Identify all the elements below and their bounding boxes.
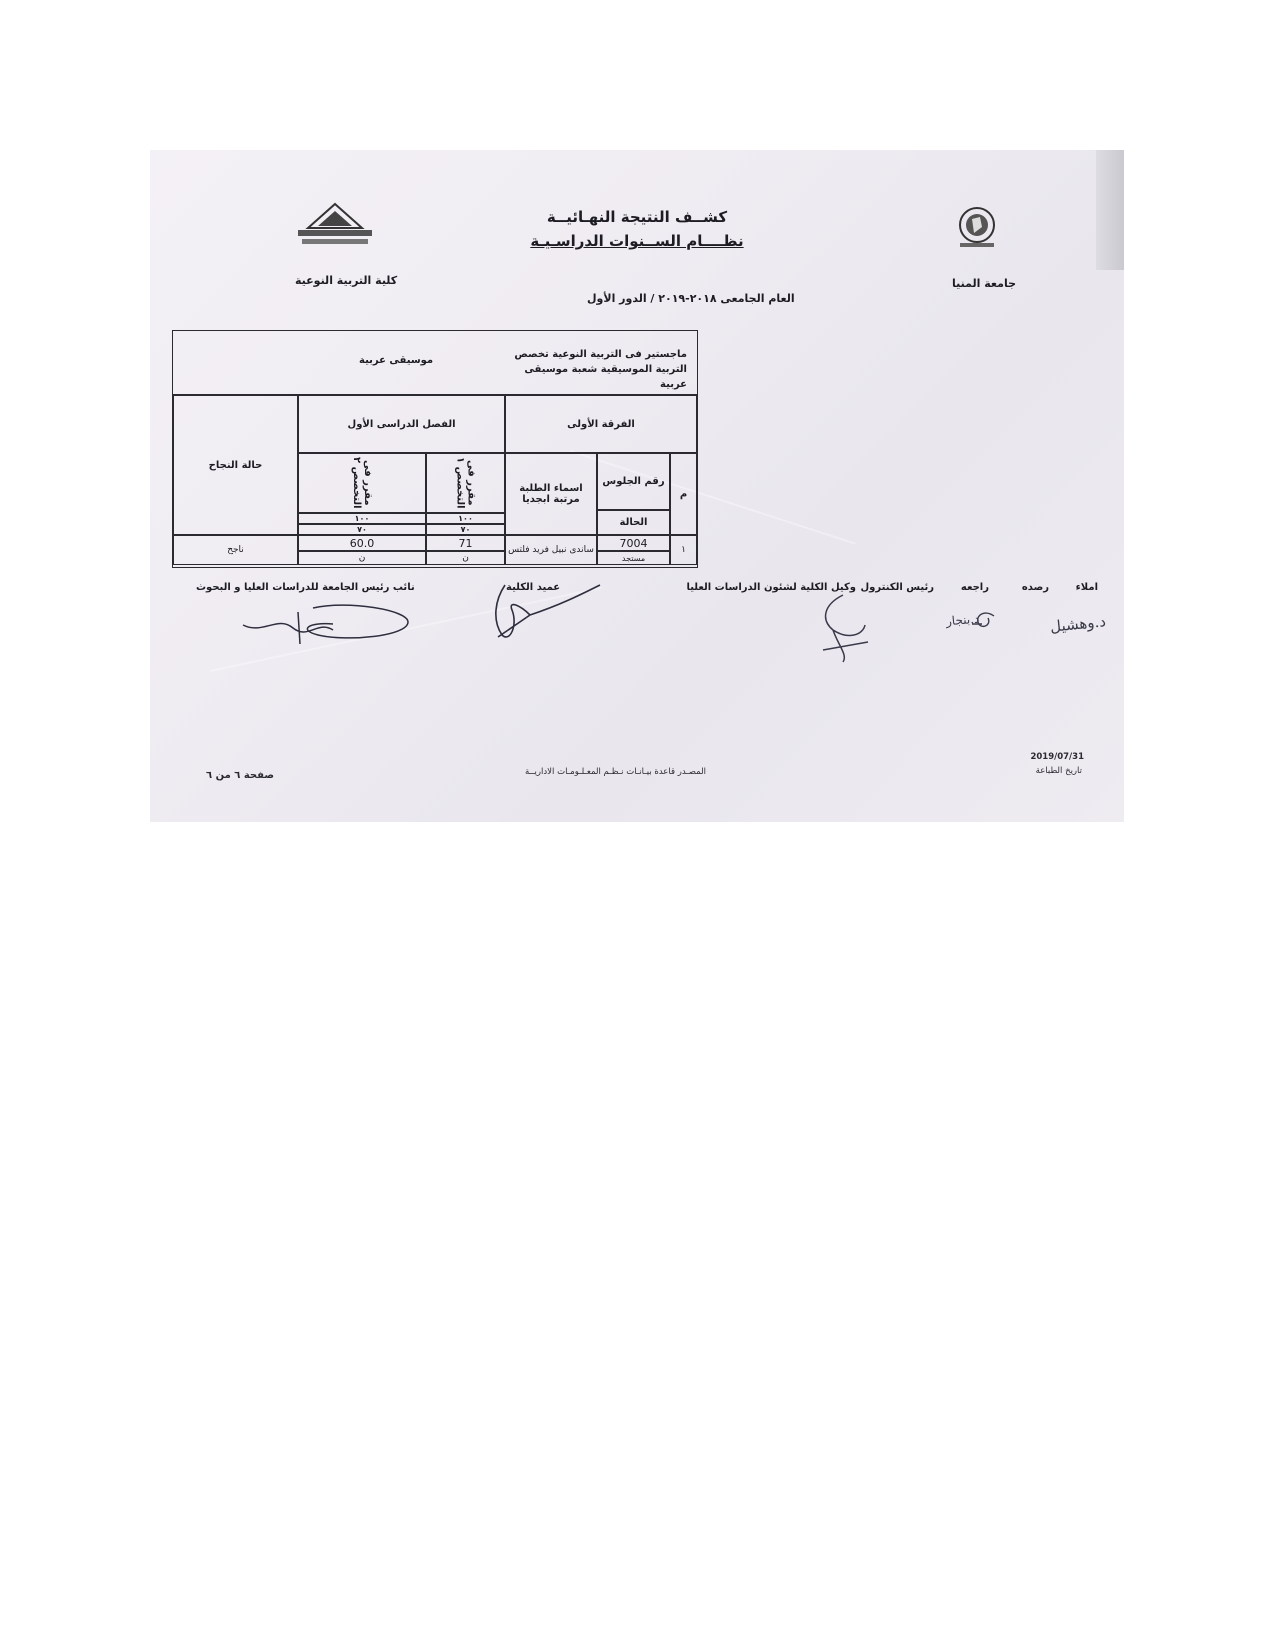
index-header: م <box>670 453 697 535</box>
max-score-1: ١٠٠ <box>426 513 505 524</box>
page-number: صفحة ٦ من ٦ <box>206 770 274 781</box>
result-header: حالة النجاح <box>173 395 298 535</box>
handwriting-dictated: د.وهشيل <box>1049 612 1107 636</box>
names-header: اسماء الطلبة مرتبة ابجديا <box>505 453 597 535</box>
table-row-seat: 7004 <box>597 535 670 551</box>
program-name: ماجستير فى التربية النوعية تخصص التربية الموسيقية شعبة موسيقى عربية <box>514 349 687 390</box>
status-header: الحالة <box>597 510 670 535</box>
academic-year: العام الجامعى ٢٠١٨-٢٠١٩ / الدور الأول <box>587 292 795 305</box>
source-note: المصـدر قاعدة بيـانـات نـظـم المعـلـومـات الاداريــة <box>525 767 707 777</box>
document-photo <box>150 150 1124 822</box>
signature-label-vice-president: نائب رئيس الجامعة للدراسات العليا و البحوث <box>196 582 415 593</box>
document-title: كشــف النتيجة النهـائيــة <box>546 208 728 226</box>
vice-president-signature <box>238 600 413 650</box>
table-row-grade2: ن <box>298 551 426 565</box>
handwriting-reviewed: د.بنجار <box>945 611 980 629</box>
table-row-status: مستجد <box>597 551 670 565</box>
table-row-index: ١ <box>670 535 697 565</box>
signature-label-dean: عميد الكلية <box>506 582 561 593</box>
signature-label-control-head: رئيس الكنترول <box>860 582 934 593</box>
subject1-header: مقرر فى التخصص ١ <box>426 453 505 513</box>
table-row-name: ساندى نبيل فريد فلتس <box>505 535 597 565</box>
seat-header: رقم الجلوس <box>597 453 670 510</box>
dean-signature <box>490 575 605 645</box>
year-header: الفرقة الأولى <box>505 395 697 453</box>
signature-label-vice-dean: وكيل الكلية لشئون الدراسات العليا <box>686 582 856 593</box>
print-date-label: تاريخ الطباعة <box>1035 766 1082 776</box>
university-name: جامعة المنيا <box>952 277 1016 290</box>
min-score-2: ٧٠ <box>298 524 426 535</box>
specialization: موسيقى عربية <box>359 355 434 366</box>
signature-label-reviewed: راجعه <box>960 582 989 593</box>
min-score-1: ٧٠ <box>426 524 505 535</box>
control-head-signature <box>813 590 873 665</box>
table-row-grade1: ن <box>426 551 505 565</box>
faculty-name: كلية التربية النوعية <box>295 274 398 287</box>
table-row-score2: 60.0 <box>298 535 426 551</box>
table-row-result: ناجح <box>173 535 298 565</box>
recorded-signature <box>968 608 998 633</box>
max-score-2: ١٠٠ <box>298 513 426 524</box>
semester-header: الفصل الدراسى الأول <box>298 395 505 453</box>
table-row-score1: 71 <box>426 535 505 551</box>
signature-label-dictated: املاء <box>1075 582 1098 593</box>
program-band <box>173 331 697 395</box>
print-date: 2019/07/31 <box>1030 752 1084 762</box>
results-table <box>172 330 698 568</box>
signature-label-recorded: رصده <box>1021 582 1049 593</box>
subject2-header: مقرر فى التخصص ٢ <box>298 453 426 513</box>
document-subtitle: نظــــام الســنوات الدراسـيـة <box>530 232 744 250</box>
